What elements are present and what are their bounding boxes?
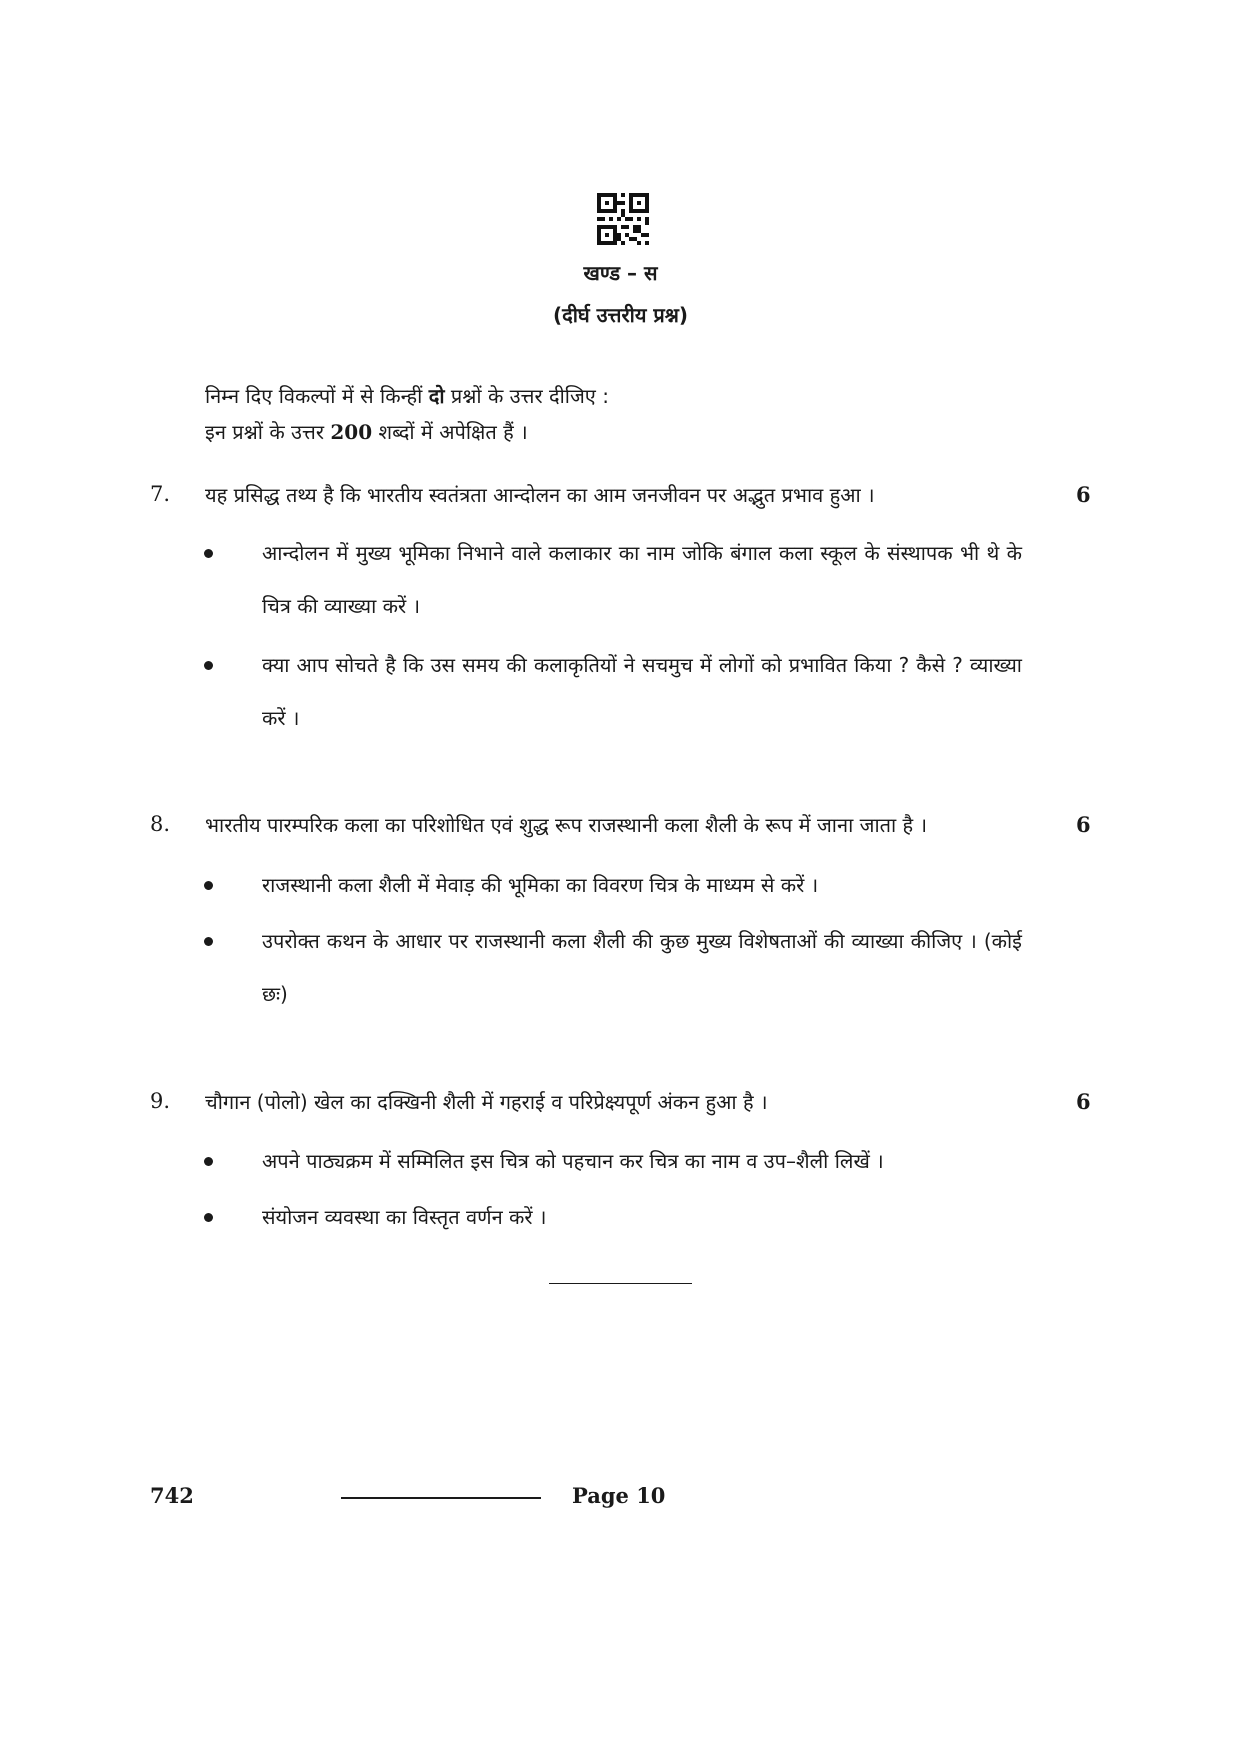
page-number: Page 10 (572, 1483, 666, 1508)
question-marks: 6 (1076, 482, 1091, 507)
question-subpart: राजस्थानी कला शैली में मेवाड़ की भूमिका का विवरण चित्र के माध्यम से करें । (262, 873, 819, 897)
question-text: भारतीय पारम्परिक कला का परिशोधित एवं शुद्ध रूप राजस्थानी कला शैली के रूप में जाना जाता है । (205, 813, 928, 837)
question-subpart: संयोजन व्यवस्था का विस्तृत वर्णन करें । (262, 1205, 547, 1229)
instruction-line-2: इन प्रश्नों के उत्तर 200 शब्दों में अपेक्षित हैं । (205, 420, 528, 444)
question-subpart: क्या आप सोचते है कि उस समय की कलाकृतियों ने सचमुच में लोगों को प्रभावित किया ? कैसे ? व्याख्या करें । (262, 653, 1022, 730)
section-subtitle: (दीर्घ उत्तरीय प्रश्न) (552, 303, 689, 327)
question-number: 9. (150, 1089, 171, 1113)
question-subpart: उपरोक्त कथन के आधार पर राजस्थानी कला शैली की कुछ मुख्य विशेषताओं की व्याख्या कीजिए । (कोई छः) (262, 929, 1022, 1006)
question-subpart: आन्दोलन में मुख्य भूमिका निभाने वाले कलाकार का नाम जोकि बंगाल कला स्कूल के संस्थापक भी थे के चित्र की व्याख्या करें । (262, 541, 1022, 618)
footer-rule (341, 1497, 541, 1499)
bullet-point (204, 661, 213, 670)
bullet-point (204, 1213, 213, 1222)
qr-code-image (597, 193, 649, 245)
question-subpart: अपने पाठ्यक्रम में सम्मिलित इस चित्र को पहचान कर चित्र का नाम व उप–शैली लिखें । (262, 1149, 884, 1173)
section-title: खण्ड – स (583, 261, 658, 285)
end-of-section-rule (549, 1283, 692, 1284)
question-marks: 6 (1076, 1089, 1091, 1114)
question-text: यह प्रसिद्ध तथ्य है कि भारतीय स्वतंत्रता आन्दोलन का आम जनजीवन पर अद्भुत प्रभाव हुआ । (205, 483, 875, 507)
bullet-point (204, 549, 213, 558)
bullet-point (204, 881, 213, 890)
bullet-point (204, 937, 213, 946)
question-marks: 6 (1076, 812, 1091, 837)
instruction-line-1: निम्न दिए विकल्पों में से किन्हीं दो प्रश्नों के उत्तर दीजिए : (205, 384, 609, 408)
question-number: 8. (150, 812, 171, 836)
paper-code: 742 (150, 1483, 194, 1508)
question-text: चौगान (पोलो) खेल का दक्खिनी शैली में गहराई व परिप्रेक्ष्यपूर्ण अंकन हुआ है । (205, 1090, 768, 1114)
bullet-point (204, 1157, 213, 1166)
question-number: 7. (150, 482, 171, 506)
